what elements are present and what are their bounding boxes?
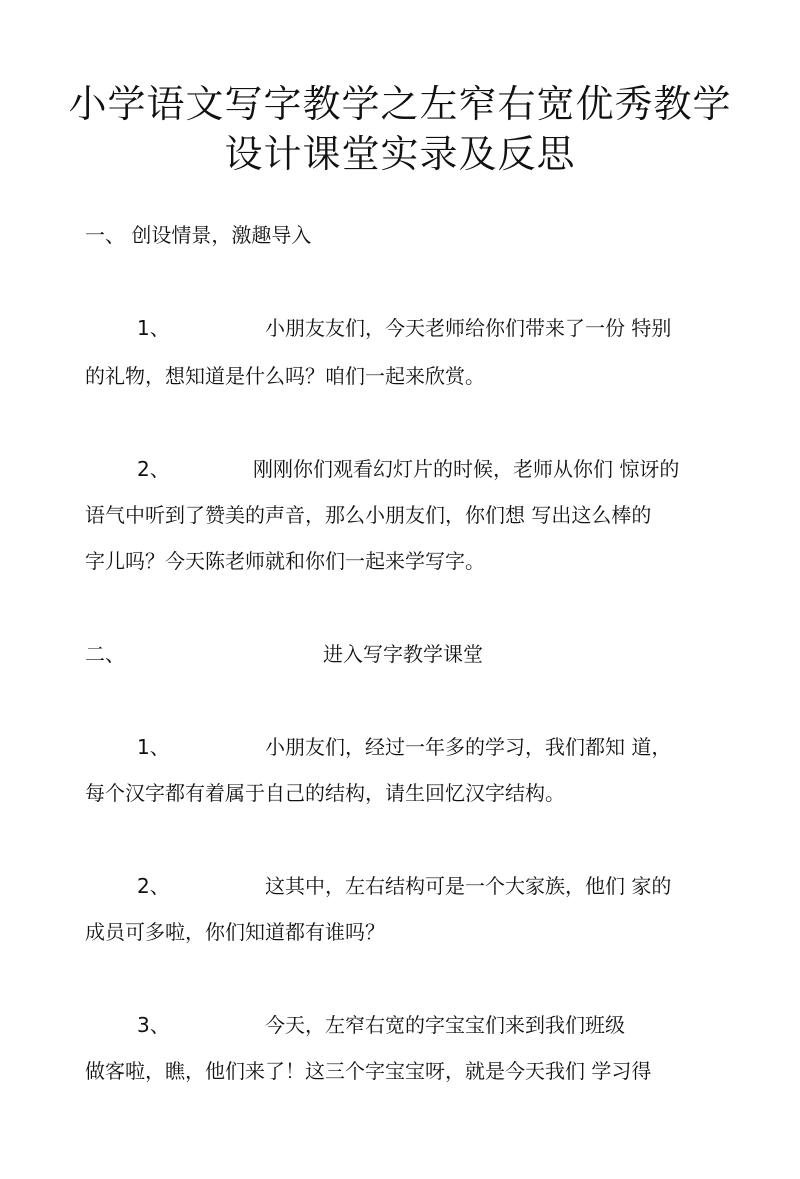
section-1-item-2-line-2: 语气中听到了赞美的声音，那么小朋友们，你们想 写出这么棒的 <box>85 503 652 527</box>
section-2-heading: 进入写字教学课堂 <box>323 642 483 666</box>
section-2-item-3-number: 3、 <box>137 1013 170 1037</box>
section-2-item-1-number: 1、 <box>137 735 170 759</box>
section-2-item-1-line-2: 每个汉字都有着属于自己的结构，请生回忆汉字结构。 <box>85 781 565 805</box>
section-1-item-2-line-3: 字儿吗？今天陈老师就和你们一起来学写字。 <box>85 549 485 573</box>
section-2-item-2-number: 2、 <box>137 874 170 898</box>
section-1-heading: 一、 创设情景，激趣导入 <box>85 223 312 247</box>
section-2-number: 二、 <box>85 642 125 666</box>
section-1-item-1-line-2: 的礼物，想知道是什么吗？咱们一起来欣赏。 <box>85 364 485 388</box>
section-2-item-3-line-1: 今天，左窄右宽的字宝宝们来到我们班级 <box>265 1013 625 1037</box>
document-title-line-2: 设计课堂实录及反思 <box>224 132 576 176</box>
section-1-item-2-number: 2、 <box>137 457 170 481</box>
document-title-line-1: 小学语文写字教学之左窄右宽优秀教学 <box>68 82 732 126</box>
section-2-item-1-line-1: 小朋友们，经过一年多的学习，我们都知 道， <box>265 735 672 759</box>
section-2-item-2-line-2: 成员可多啦，你们知道都有谁吗？ <box>85 920 385 944</box>
section-1-item-2-line-1: 刚刚你们观看幻灯片的时候，老师从你们 惊讶的 <box>253 457 680 481</box>
section-2-item-3-line-2: 做客啦，瞧，他们来了！这三个字宝宝呀，就是今天我们 学习得 <box>85 1059 652 1083</box>
section-2-item-2-line-1: 这其中，左右结构可是一个大家族，他们 家的 <box>265 874 672 898</box>
section-1-item-1-line-1: 小朋友友们，今天老师给你们带来了一份 特别 <box>265 316 672 340</box>
section-1-item-1-number: 1、 <box>137 316 170 340</box>
